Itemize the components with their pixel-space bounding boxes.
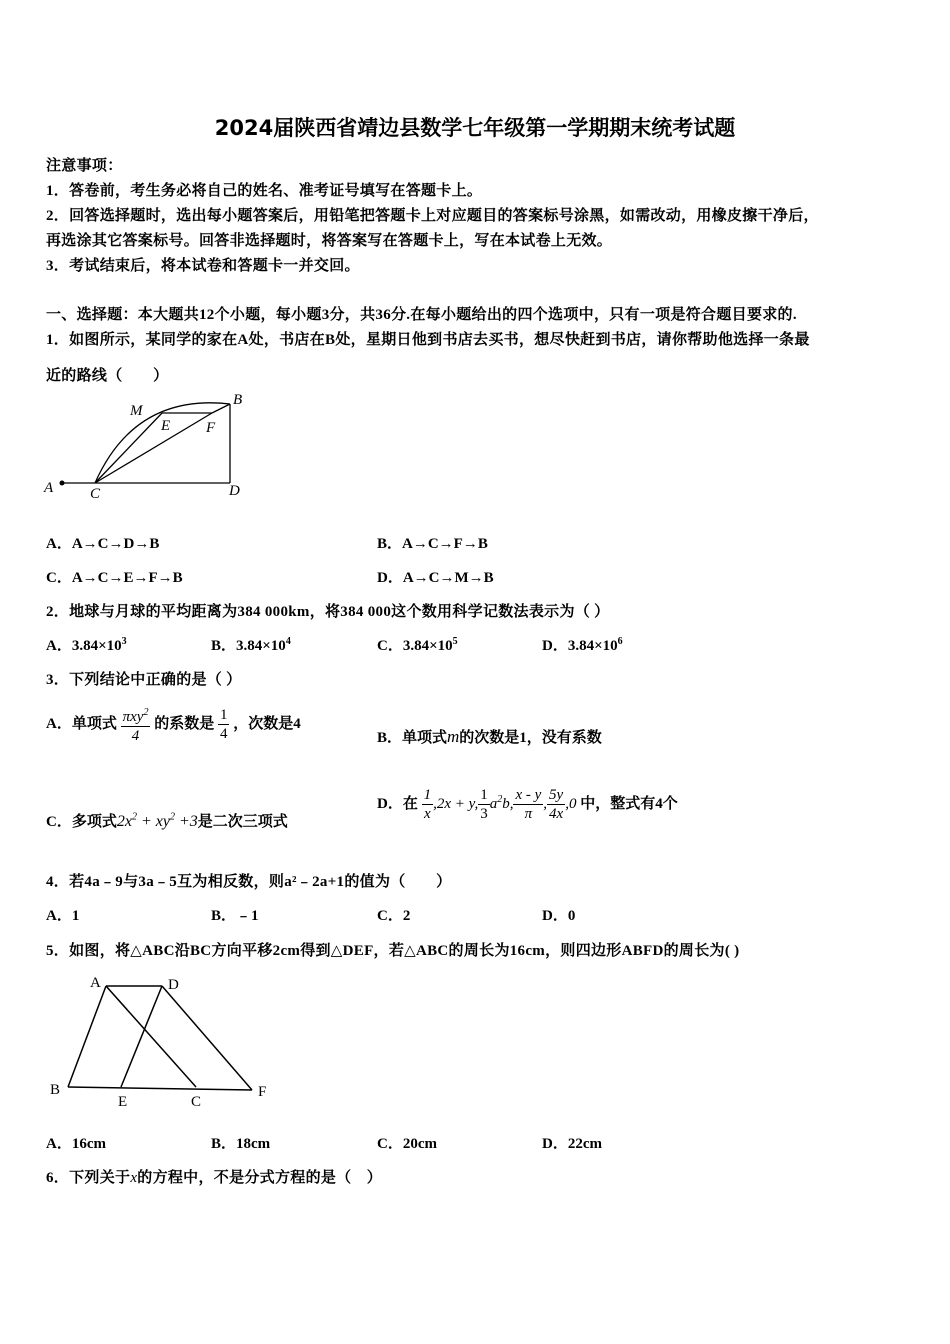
- q1-label-b: B: [233, 392, 243, 408]
- q5-option-a[interactable]: A．16cm: [46, 1136, 106, 1152]
- q1-stem-line1: 1．如图所示，某同学的家在A处，书店在B处，星期日他到书店去买书，想尽快赶到书店，请你帮助他选择一条最: [46, 332, 810, 348]
- q5-option-b[interactable]: B．18cm: [211, 1136, 271, 1152]
- q1-line-ce: [95, 413, 162, 483]
- q4-option-b[interactable]: B．﹣1: [211, 908, 259, 924]
- q1-option-d[interactable]: D．A→C→M→B: [377, 570, 494, 586]
- q1-figure: [40, 388, 260, 503]
- q1-label-c: C: [90, 486, 101, 502]
- q1-stem-line2: 近的路线（ ）: [46, 368, 169, 384]
- q4-option-d[interactable]: D．0: [542, 908, 576, 924]
- q5-label-f: F: [258, 1084, 267, 1100]
- notice-item-3: 3．考试结束后，将本试卷和答题卡一并交回。: [46, 258, 360, 274]
- q3a-frac-2: $\frac{1}{4}$: [219, 707, 228, 742]
- q6-stem: 6．下列关于x的方程中，不是分式方程的是（ ）: [46, 1170, 383, 1186]
- q5-label-e: E: [118, 1094, 128, 1110]
- q4-option-a[interactable]: A．1: [46, 908, 80, 924]
- q5-line-ac: [106, 986, 196, 1087]
- q3-option-c[interactable]: C．多项式$2x^2 + xy^2 +3$是二次三项式: [46, 811, 288, 830]
- q3-option-a[interactable]: A．单项式 $\frac{\pi xy^2}{4}$ 的系数是 $\frac{1}{4}$ ，次数是4: [46, 704, 301, 745]
- q2-option-a[interactable]: A．$3.84\times 10^3$: [46, 636, 127, 654]
- q5-option-c[interactable]: C．20cm: [377, 1136, 437, 1152]
- q1-label-a: A: [44, 480, 54, 496]
- q1-label-m: M: [130, 403, 143, 419]
- q2-option-d[interactable]: D．$3.84\times 10^6$: [542, 636, 623, 654]
- q5-line-bf: [68, 1087, 252, 1090]
- q1-option-c[interactable]: C．A→C→E→F→B: [46, 570, 183, 586]
- q3d-frac-2: $\frac{1}{3}$: [480, 787, 488, 822]
- notice-item-2: 2．回答选择题时，选出每小题答案后，用铅笔把答题卡上对应题目的答案标号涂黑，如需改动，用橡皮擦干净后，: [46, 208, 819, 224]
- q3-stem: 3．下列结论中正确的是（ ）: [46, 672, 242, 688]
- q3-option-d[interactable]: D．在 $\frac{1}{x}$ ,2x + y, $\frac{1}{3}$ $a^2b$, $\frac{x - y}{\pi}$ , $\frac{5y}{4x}$ ,0 中，整式有4个: [377, 787, 678, 822]
- q5-line-ab: [68, 986, 106, 1087]
- q1-line-fb: [212, 404, 230, 413]
- q2-stem: 2．地球与月球的平均距离为384 000km，将384 000这个数用科学记数法表示为（ ）: [46, 604, 610, 620]
- q3d-frac-3: $\frac{x - y}{\pi}$: [515, 787, 542, 822]
- section-heading: 一、选择题：本大题共12个小题，每小题3分，共36分.在每小题给出的四个选项中，只有一项是符合题目要求的.: [46, 307, 797, 323]
- notice-item-1: 1．答卷前，考生务必将自己的姓名、准考证号填写在答题卡上。: [46, 183, 483, 199]
- q3-option-b[interactable]: B．单项式m的次数是1，没有系数: [377, 727, 602, 746]
- q1-point-a: [60, 481, 65, 486]
- q1-line-cf: [95, 413, 212, 483]
- q5-line-df: [162, 986, 252, 1090]
- q3d-frac-1: $\frac{1}{x}$: [423, 787, 432, 822]
- q5-label-b: B: [50, 1082, 61, 1098]
- q5-label-d: D: [168, 977, 179, 993]
- q4-option-c[interactable]: C．2: [377, 908, 411, 924]
- page-title: 2024届陕西省靖边县数学七年级第一学期期末统考试题: [214, 116, 736, 140]
- q5-option-d[interactable]: D．22cm: [542, 1136, 602, 1152]
- q5-label-a: A: [90, 975, 101, 991]
- notice-item-2-cont: 再选涂其它答案标号。回答非选择题时，将答案写在答题卡上，写在本试卷上无效。: [46, 233, 613, 249]
- q2-option-b[interactable]: B．$3.84\times 10^4$: [211, 636, 291, 654]
- q2-option-c[interactable]: C．$3.84\times 10^5$: [377, 636, 458, 654]
- q1-label-d: D: [229, 483, 240, 499]
- q1-option-a[interactable]: A．A→C→D→B: [46, 536, 160, 552]
- q1-label-e: E: [161, 418, 171, 434]
- q1-option-b[interactable]: B．A→C→F→B: [377, 536, 488, 552]
- q5-figure: [44, 970, 280, 1115]
- q4-stem: 4．若4a﹣9与3a﹣5互为相反数，则a²﹣2a+1的值为（ ）: [46, 874, 452, 890]
- q5-label-c: C: [191, 1094, 202, 1110]
- q5-stem: 5．如图，将△ABC沿BC方向平移2cm得到△DEF，若△ABC的周长为16cm，则四边形ABFD的周长为( ): [46, 943, 740, 959]
- q1-label-f: F: [206, 420, 216, 436]
- q3a-frac-1: $\frac{\pi xy^2}{4}$: [121, 704, 151, 745]
- q3d-frac-4: $\frac{5y}{4x}$: [549, 787, 564, 822]
- q5-line-de: [121, 986, 162, 1087]
- notice-heading: 注意事项：: [46, 158, 123, 174]
